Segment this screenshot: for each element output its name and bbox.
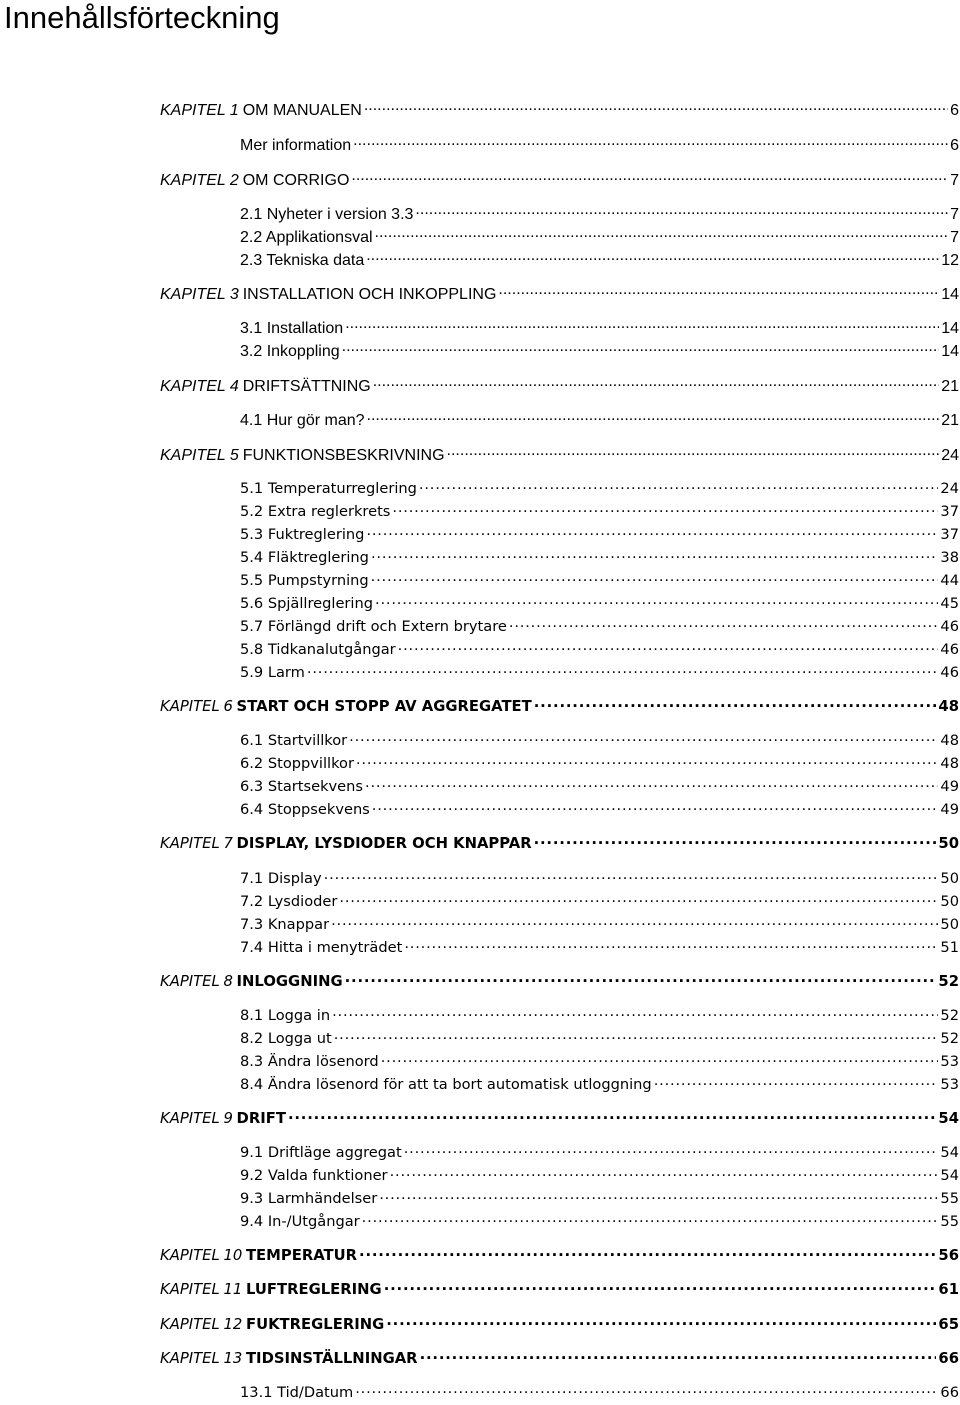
dot-leader: [420, 1349, 937, 1363]
toc-entry-label: FUKTREGLERING: [245, 1316, 385, 1333]
toc-page-number: 66: [940, 1384, 959, 1401]
toc-page-number: 48: [940, 732, 959, 749]
toc-section-entry[interactable]: [240, 228, 959, 250]
chapter-number: 12: [223, 1316, 243, 1333]
toc-page-number: 38: [940, 549, 959, 566]
chapter-number: 7: [223, 835, 233, 852]
toc-entry-label: TEMPERATUR: [245, 1247, 358, 1264]
toc-entry-label: 6.4 Stoppsekvens: [240, 801, 370, 818]
dot-leader: [355, 1383, 938, 1397]
dot-leader: [371, 571, 939, 585]
toc-chapter-entry[interactable]: [160, 1349, 959, 1371]
toc-section-entry[interactable]: [240, 1075, 959, 1097]
dot-leader: [356, 754, 938, 768]
dot-leader: [324, 869, 939, 883]
chapter-number: 11: [223, 1281, 243, 1298]
dot-leader: [404, 938, 938, 952]
toc-section-entry[interactable]: [240, 617, 959, 639]
toc-page-number: 50: [940, 893, 959, 910]
chapter-prefix: KAPITEL: [160, 447, 226, 464]
toc-page-number: 45: [940, 595, 959, 612]
dot-leader: [353, 136, 948, 150]
dot-leader: [404, 1143, 939, 1157]
toc-chapter-entry[interactable]: [160, 834, 959, 856]
toc-entry-label: 7.2 Lysdioder: [240, 893, 338, 910]
toc-entry-label: OM MANUALEN: [242, 102, 362, 119]
toc-page-number: 66: [938, 1350, 959, 1367]
toc-page-number: 56: [938, 1247, 959, 1264]
dot-leader: [339, 892, 938, 906]
toc-entry-label: 6.1 Startvillkor: [240, 732, 348, 749]
dot-leader: [386, 1315, 936, 1329]
dot-leader: [365, 777, 938, 791]
toc-page-number: 53: [940, 1053, 959, 1070]
toc-chapter-entry[interactable]: [160, 101, 959, 123]
toc-entry-label: 7.1 Display: [240, 870, 322, 887]
toc-entry-label: 7.3 Knappar: [240, 916, 330, 933]
chapter-number: 1: [229, 102, 239, 119]
toc-page-number: 54: [940, 1144, 959, 1161]
dot-leader: [364, 101, 948, 115]
dot-leader: [342, 342, 940, 356]
toc-entry-label: 9.3 Larmhändelser: [240, 1190, 378, 1207]
toc-page-number: 65: [938, 1316, 959, 1333]
toc-entry-label: 8.1 Logga in: [240, 1007, 331, 1024]
toc-section-entry[interactable]: [240, 479, 959, 501]
toc-chapter-entry[interactable]: [160, 377, 959, 399]
toc-section-entry[interactable]: [240, 1383, 959, 1405]
toc-chapter-entry[interactable]: [160, 1280, 959, 1302]
toc-entry-label: 6.3 Startsekvens: [240, 778, 363, 795]
toc-page-number: 49: [940, 801, 959, 818]
toc-chapter-entry[interactable]: [160, 446, 959, 468]
dot-leader: [288, 1109, 936, 1123]
chapter-prefix: KAPITEL: [160, 102, 226, 119]
toc-entry-label: 5.6 Spjällreglering: [240, 595, 374, 612]
toc-entry-label: 3.2 Inkoppling: [240, 343, 340, 360]
toc-page-number: 52: [940, 1007, 959, 1024]
toc-chapter-entry[interactable]: [160, 285, 959, 307]
chapter-number: 8: [223, 973, 233, 990]
toc-page-number: 24: [940, 480, 959, 497]
dot-leader: [366, 251, 939, 265]
toc-page-number: 21: [941, 412, 959, 429]
toc-page-number: 48: [940, 755, 959, 772]
toc-page-number: 37: [940, 526, 959, 543]
toc-page-number: 54: [938, 1110, 959, 1127]
chapter-number: 13: [223, 1350, 243, 1367]
toc-chapter-entry[interactable]: [160, 171, 959, 193]
dot-leader: [390, 1166, 939, 1180]
toc-entry-label: 9.4 In-/Utgångar: [240, 1213, 360, 1230]
toc-page-number: 14: [941, 320, 959, 337]
toc-page-number: 50: [938, 835, 959, 852]
toc-entry-label: 9.2 Valda funktioner: [240, 1167, 388, 1184]
toc-page-number: 55: [940, 1190, 959, 1207]
chapter-prefix: KAPITEL: [160, 1247, 220, 1264]
toc-entry-label: 7.4 Hitta i menyträdet: [240, 939, 403, 956]
dot-leader: [375, 594, 938, 608]
toc-section-entry[interactable]: [240, 525, 959, 547]
chapter-number: 4: [229, 378, 239, 395]
toc-chapter-entry[interactable]: [160, 1109, 959, 1131]
toc-page-number: 50: [940, 916, 959, 933]
dot-leader: [334, 1029, 939, 1043]
toc-section-entry[interactable]: [240, 663, 959, 685]
toc-chapter-entry[interactable]: [160, 1246, 959, 1268]
chapter-number: 5: [229, 447, 239, 464]
page-title: Innehållsförteckning: [4, 0, 280, 35]
toc-section-entry[interactable]: [240, 1006, 959, 1028]
chapter-number: 9: [223, 1110, 233, 1127]
toc-page-number: 7: [950, 229, 959, 246]
toc-section-entry[interactable]: [240, 319, 959, 341]
toc-entry-label: 9.1 Driftläge aggregat: [240, 1144, 402, 1161]
toc-entry-label: 5.9 Larm: [240, 664, 305, 681]
toc-section-entry[interactable]: [240, 869, 959, 891]
chapter-prefix: KAPITEL: [160, 1110, 220, 1127]
chapter-number: 3: [229, 286, 239, 303]
dot-leader: [372, 800, 939, 814]
toc-section-entry[interactable]: [240, 731, 959, 753]
dot-leader: [447, 446, 940, 460]
chapter-prefix: KAPITEL: [160, 378, 226, 395]
toc-page-number: 7: [950, 172, 959, 189]
toc-entry-label: 13.1 Tid/Datum: [240, 1384, 354, 1401]
toc-page-number: 61: [938, 1281, 959, 1298]
dot-leader: [384, 1280, 937, 1294]
toc-section-entry[interactable]: [240, 251, 959, 273]
dot-leader: [375, 228, 949, 242]
toc-page-number: 53: [940, 1076, 959, 1093]
toc-entry-label: 8.3 Ändra lösenord: [240, 1053, 379, 1070]
toc-page-number: 12: [941, 252, 959, 269]
toc-entry-label: INLOGGNING: [236, 973, 343, 990]
dot-leader: [367, 411, 940, 425]
toc-section-entry[interactable]: [240, 571, 959, 593]
chapter-prefix: KAPITEL: [160, 1350, 220, 1367]
toc-entry-label: DISPLAY, LYSDIODER OCH KNAPPAR: [236, 835, 532, 852]
toc-chapter-entry[interactable]: [160, 1315, 959, 1337]
toc-page-number: 55: [940, 1213, 959, 1230]
toc-entry-label: Mer information: [240, 137, 352, 154]
chapter-number: 10: [223, 1247, 243, 1264]
toc-entry-label: FUNKTIONSBESKRIVNING: [242, 447, 445, 464]
toc-section-entry[interactable]: [240, 938, 959, 960]
dot-leader: [349, 731, 938, 745]
toc-section-entry[interactable]: [240, 1212, 959, 1234]
chapter-prefix: KAPITEL: [160, 1281, 220, 1298]
toc-page-number: 50: [940, 870, 959, 887]
dot-leader: [373, 377, 939, 391]
dot-leader: [381, 1052, 939, 1066]
toc-entry-label: 2.1 Nyheter i version 3.3: [240, 206, 414, 223]
toc-entry-label: 5.2 Extra reglerkrets: [240, 503, 391, 520]
toc-page-number: 54: [940, 1167, 959, 1184]
toc-section-entry[interactable]: [240, 594, 959, 616]
toc-section-entry[interactable]: [240, 800, 959, 822]
toc-page-number: 14: [941, 343, 959, 360]
toc-page-number: 37: [940, 503, 959, 520]
dot-leader: [345, 319, 939, 333]
toc-page-number: 52: [940, 1030, 959, 1047]
toc-entry-label: 5.7 Förlängd drift och Extern brytare: [240, 618, 507, 635]
toc-section-entry[interactable]: [240, 1052, 959, 1074]
toc-page-number: 6: [950, 102, 959, 119]
chapter-prefix: KAPITEL: [160, 286, 226, 303]
toc-entry-label: DRIFT: [236, 1110, 286, 1127]
toc-entry-label: START OCH STOPP AV AGGREGATET: [236, 698, 532, 715]
toc-section-entry[interactable]: [240, 548, 959, 570]
dot-leader: [371, 548, 938, 562]
toc-section-entry[interactable]: [240, 136, 959, 158]
chapter-prefix: KAPITEL: [160, 973, 220, 990]
toc-page-number: 49: [940, 778, 959, 795]
toc-page-number: 24: [941, 447, 959, 464]
dot-leader: [398, 640, 939, 654]
toc-page-number: 7: [950, 206, 959, 223]
toc-entry-label: 2.3 Tekniska data: [240, 252, 365, 269]
toc-section-entry[interactable]: [240, 1189, 959, 1211]
toc-section-entry[interactable]: [240, 1143, 959, 1165]
toc-entry-label: OM CORRIGO: [242, 172, 350, 189]
toc-section-entry[interactable]: [240, 1166, 959, 1188]
toc-section-entry[interactable]: [240, 1029, 959, 1051]
toc-page-number: 52: [938, 973, 959, 990]
dot-leader: [419, 479, 939, 493]
toc-entry-label: 3.1 Installation: [240, 320, 344, 337]
dot-leader: [498, 285, 939, 299]
toc-entry-label: 2.2 Applikationsval: [240, 229, 373, 246]
toc-page-number: 46: [940, 641, 959, 658]
dot-leader: [534, 834, 937, 848]
toc-entry-label: TIDSINSTÄLLNINGAR: [245, 1350, 418, 1367]
dot-leader: [351, 171, 948, 185]
toc-section-entry[interactable]: [240, 205, 959, 227]
dot-leader: [366, 525, 938, 539]
dot-leader: [359, 1246, 936, 1260]
chapter-prefix: KAPITEL: [160, 172, 226, 189]
toc-chapter-entry[interactable]: [160, 972, 959, 994]
toc-entry-label: LUFTREGLERING: [245, 1281, 382, 1298]
chapter-prefix: KAPITEL: [160, 1316, 220, 1333]
dot-leader: [392, 502, 938, 516]
toc-section-entry[interactable]: [240, 777, 959, 799]
toc-page-number: 46: [940, 618, 959, 635]
dot-leader: [331, 915, 938, 929]
dot-leader: [307, 663, 939, 677]
toc-entry-label: 6.2 Stoppvillkor: [240, 755, 354, 772]
dot-leader: [415, 205, 948, 219]
toc-section-entry[interactable]: [240, 754, 959, 776]
dot-leader: [379, 1189, 938, 1203]
toc-entry-label: 5.5 Pumpstyrning: [240, 572, 369, 589]
toc-section-entry[interactable]: [240, 640, 959, 662]
toc-entry-label: 8.2 Logga ut: [240, 1030, 332, 1047]
toc-entry-label: 5.3 Fuktreglering: [240, 526, 365, 543]
toc-entry-label: 5.8 Tidkanalutgångar: [240, 641, 396, 658]
dot-leader: [362, 1212, 939, 1226]
toc-page-number: 46: [940, 664, 959, 681]
dot-leader: [654, 1075, 939, 1089]
toc-entry-label: 5.1 Temperaturreglering: [240, 480, 417, 497]
chapter-prefix: KAPITEL: [160, 698, 220, 715]
chapter-number: 2: [229, 172, 239, 189]
chapter-number: 6: [223, 698, 233, 715]
toc-entry-label: 5.4 Fläktreglering: [240, 549, 369, 566]
dot-leader: [509, 617, 939, 631]
toc-section-entry[interactable]: [240, 892, 959, 914]
toc-entry-label: DRIFTSÄTTNING: [242, 378, 371, 395]
toc-section-entry[interactable]: [240, 342, 959, 364]
toc-chapter-entry[interactable]: [160, 697, 959, 719]
chapter-prefix: KAPITEL: [160, 835, 220, 852]
toc-entry-label: 8.4 Ändra lösenord för att ta bort automatisk utloggning: [240, 1076, 652, 1093]
toc-page-number: 6: [950, 137, 959, 154]
dot-leader: [345, 972, 937, 986]
toc-page-number: 51: [940, 939, 959, 956]
toc-section-entry[interactable]: [240, 411, 959, 433]
dot-leader: [534, 697, 937, 711]
toc-page-number: 48: [938, 698, 959, 715]
toc-section-entry[interactable]: [240, 502, 959, 524]
toc-page-number: 44: [940, 572, 959, 589]
toc-page-number: 14: [941, 286, 959, 303]
dot-leader: [332, 1006, 938, 1020]
toc-page-number: 21: [941, 378, 959, 395]
toc-section-entry[interactable]: [240, 915, 959, 937]
toc-entry-label: 4.1 Hur gör man?: [240, 412, 365, 429]
toc-entry-label: INSTALLATION OCH INKOPPLING: [242, 286, 497, 303]
